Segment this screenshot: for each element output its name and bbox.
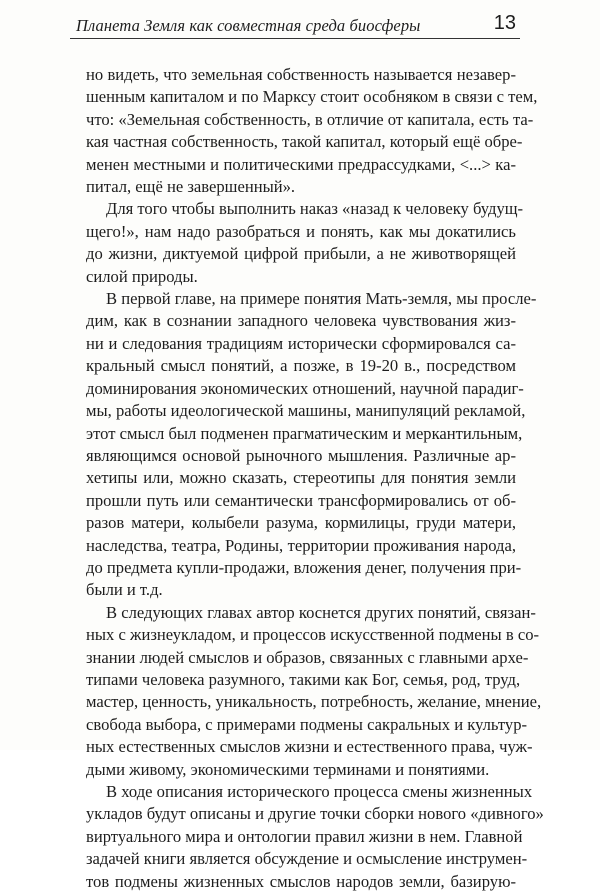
text-line: свобода выбора, с примерами подмены сакральных и культур- <box>86 714 528 734</box>
text-line: питал, ещё не завершенный». <box>86 177 296 197</box>
text-line: виртуального мира и онтологии правил жизни в нем. Главной <box>86 826 523 846</box>
text-line: мы, работы идеологической машины, манипуляций рекламой, <box>86 401 526 421</box>
text-line: ных с жизнеукладом, и процессов искусственной подмены в со- <box>86 625 540 645</box>
text-line: ных естественных смыслов жизни и естественного права, чуж- <box>86 737 533 757</box>
text-line: В следующих главах автор коснется других понятий, связан- <box>106 602 536 622</box>
text-line: разов матери, колыбели разума, кормилицы, груди матери, <box>86 513 516 533</box>
text-line: кая частная собственность, такой капитал, который ещё обре- <box>86 132 523 152</box>
text-line: задачей книги является обсуждение и осмысление инструмен- <box>86 849 528 869</box>
text-line: дим, как в сознании западного человека чувствования жиз- <box>86 311 516 331</box>
text-line: до предмета купли-продажи, вложения денег, получения при- <box>86 557 522 577</box>
text-line: мастер, ценность, уникальность, потребность, желание, мнение, <box>86 692 542 712</box>
text-line: знании людей смыслов и образов, связанных с главными архе- <box>86 647 529 667</box>
text-line: являющимся основой рыночного мышления. Различные ар- <box>86 445 516 465</box>
text-line: В первой главе, на примере понятия Мать-земля, мы просле- <box>106 289 537 309</box>
text-line: дыми живому, экономическими терминами и понятиями. <box>86 759 490 779</box>
text-line: что: «Земельная собственность, в отличие от капитала, есть та- <box>86 109 534 129</box>
text-line: типами человека разумного, такими как Бог, семья, род, труд, <box>86 669 521 689</box>
text-line: хетипы или, можно сказать, стереотипы для понятия земли <box>86 468 516 488</box>
text-line: менен местными и политическими предрассудками, <...> ка- <box>86 154 516 174</box>
text-line: щего!», нам надо разобраться и понять, как мы докатились <box>86 221 516 241</box>
text-line: укладов будут описаны и другие точки сборки нового «дивного» <box>86 804 544 824</box>
text-line: ни и следования традициям исторически сформировался са- <box>86 333 516 353</box>
text-line: кральный смысл понятий, а позже, в 19-20 в., посредством <box>86 356 516 376</box>
running-title: Планета Земля как совместная среда биосферы <box>76 16 421 35</box>
text-line: тов подмены жизненных смыслов народов земли, базирую- <box>86 871 516 891</box>
text-line: прошли путь или семантически трансформировались от об- <box>86 490 516 510</box>
text-line: доминирования экономических отношений, научной парадиг- <box>86 378 524 398</box>
text-line: были и т.д. <box>86 580 163 600</box>
text-line: до жизни, диктуемой цифрой прибыли, а не животворящей <box>86 244 516 264</box>
text-line: наследства, театра, Родины, территории проживания народа, <box>86 535 516 555</box>
text-line: этот смысл был подменен прагматическим и меркантильным, <box>86 423 523 443</box>
body-text <box>86 64 544 893</box>
page-number: 13 <box>493 12 516 34</box>
text-line: В ходе описания исторического процесса смены жизненных <box>106 782 533 801</box>
text-line: силой природы. <box>86 266 198 286</box>
text-line: шенным капиталом и по Марксу стоит особняком в связи с тем, <box>86 87 538 107</box>
text-line: но видеть, что земельная собственность называется незавер- <box>86 65 516 84</box>
text-line: Для того чтобы выполнить наказ «назад к человеку будущ- <box>106 199 524 219</box>
running-header <box>70 10 520 39</box>
